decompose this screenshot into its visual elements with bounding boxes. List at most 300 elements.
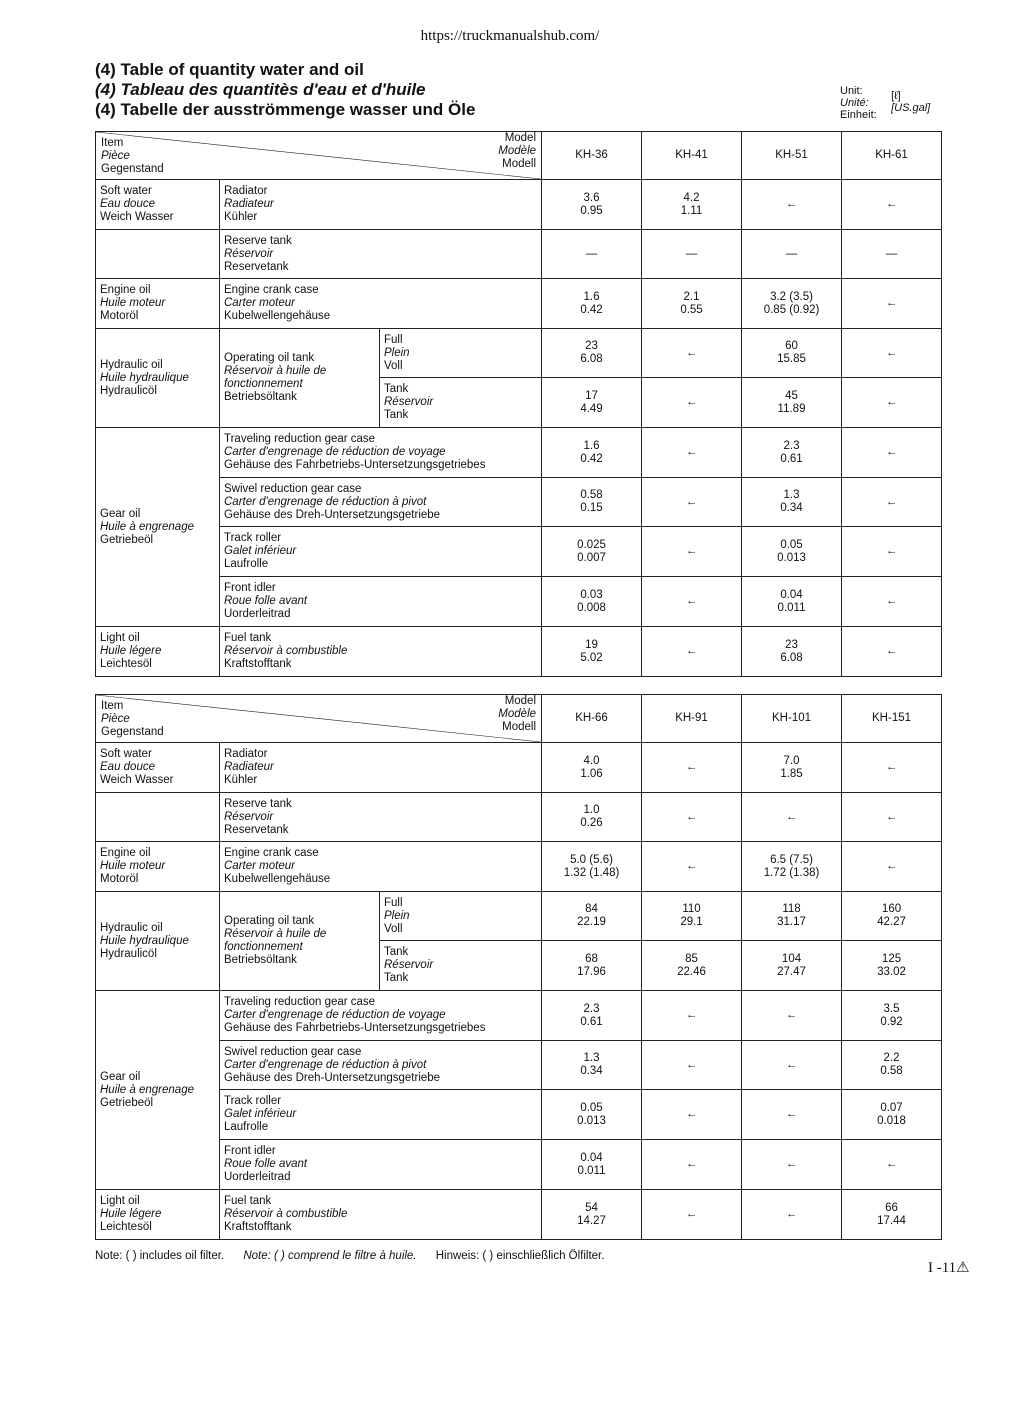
source-url: https://truckmanualshub.com/: [420, 28, 600, 44]
swivel-label-1: Carter d'engrenage de réduction à pivot: [224, 495, 427, 508]
value: 7.0: [783, 754, 800, 767]
value: 2.2: [883, 1052, 900, 1064]
idler-label-2: Uorderleitrad: [224, 1171, 291, 1183]
value-cell: [842, 527, 942, 577]
value-cell: [742, 627, 842, 677]
value: ←: [685, 545, 698, 557]
value-cell: [842, 892, 942, 941]
value-cell: [842, 743, 942, 793]
item-reserve-tank: [220, 230, 542, 279]
value: 17.96: [577, 965, 606, 978]
value: ←: [685, 761, 698, 773]
value: ←: [785, 1009, 798, 1021]
value: 15.85: [777, 353, 806, 365]
hyd-oil-label-2: Hydraulicöl: [100, 947, 157, 960]
value: ←: [885, 595, 898, 607]
model-header: KH-66: [542, 695, 642, 743]
value-cell: [742, 793, 842, 842]
op-tank-label-0: Operating oil tank: [224, 915, 315, 927]
gear-oil-label-0: Gear oil: [100, 1070, 141, 1083]
header-item: Item: [101, 700, 124, 712]
value: 22.19: [577, 916, 606, 928]
item-swivel-gear-case: [220, 1041, 542, 1090]
full-label-2: Voll: [384, 922, 403, 935]
value: 1.3: [783, 489, 800, 501]
page-title-block: [95, 60, 475, 120]
value: 0.34: [580, 1065, 603, 1077]
category-gear-oil: [96, 991, 220, 1190]
value-cell: [542, 577, 642, 627]
light-oil-label-2: Leichtesöl: [100, 1221, 152, 1233]
light-oil-label-2: Leichtesöl: [100, 658, 152, 670]
track-label-2: Laufrolle: [224, 558, 269, 570]
value: 0.011: [777, 601, 806, 614]
value: ←: [685, 595, 698, 607]
value-cell: [642, 793, 742, 842]
light-oil-label-1: Huile légere: [100, 645, 162, 657]
value: 0.025: [577, 538, 606, 551]
idler-label-0: Front idler: [224, 582, 276, 594]
value: 60: [785, 340, 798, 352]
full-label-1: Plein: [384, 909, 410, 922]
subitem-tank: [380, 941, 542, 991]
title-fr: (4) Tableau des quantitès d'eau et d'huile: [95, 80, 426, 99]
value: 66: [885, 1201, 898, 1214]
value: 0.04: [780, 588, 803, 601]
soft-water-label-2: Weich Wasser: [100, 211, 174, 223]
radiator-label-2: Kühler: [224, 774, 258, 786]
value-cell: [742, 180, 842, 230]
value: 104: [781, 952, 802, 965]
value: ←: [785, 1158, 798, 1170]
fuel-label-1: Réservoir à combustible: [224, 645, 348, 657]
value: 6.08: [780, 651, 803, 664]
value-cell: [742, 892, 842, 941]
value-cell: [642, 743, 742, 793]
value: 17.44: [877, 1214, 906, 1227]
value: 1.6: [583, 439, 600, 452]
item-traveling-gear-case: [220, 991, 542, 1041]
value: 42.27: [877, 916, 906, 928]
category-empty: [96, 230, 220, 279]
item-reserve-tank: [220, 793, 542, 842]
value: 5.0 (5.6): [570, 853, 613, 866]
full-label-2: Voll: [384, 359, 403, 372]
value: ←: [885, 346, 898, 359]
value: —: [685, 247, 698, 260]
swivel-label-1: Carter d'engrenage de réduction à pivot: [224, 1058, 427, 1071]
crank-label-2: Kubelwellengehäuse: [224, 310, 331, 322]
header-model: Model: [504, 132, 537, 144]
fuel-label-0: Fuel tank: [224, 632, 272, 644]
value: 1.85: [780, 767, 803, 780]
value: ←: [785, 1058, 798, 1071]
value-cell: [542, 428, 642, 478]
radiator-label-1: Radiateur: [224, 198, 274, 210]
value-cell: [842, 329, 942, 378]
value-cell: [642, 428, 742, 478]
value: 0.61: [580, 1015, 603, 1028]
category-hydraulic-oil: [96, 892, 220, 991]
value: 0.58: [580, 489, 603, 501]
value-cell: [642, 1041, 742, 1090]
hyd-oil-label-2: Hydraulicöl: [100, 384, 157, 397]
engine-oil-label-0: Engine oil: [100, 847, 151, 859]
radiator-label-0: Radiator: [224, 748, 268, 760]
model-header: KH-101: [742, 695, 842, 743]
category-engine-oil: [96, 842, 220, 892]
value-cell: [742, 941, 842, 991]
subitem-full: [380, 892, 542, 941]
title-en: (4) Table of quantity water and oil: [95, 60, 364, 79]
header-piece: Pièce: [101, 713, 130, 725]
swivel-label-2: Gehäuse des Dreh-Untersetzungsgetriebe: [224, 508, 441, 521]
value: 31.17: [777, 916, 806, 928]
value-cell: [842, 428, 942, 478]
value: 0.26: [580, 817, 603, 829]
header-modell: Modell: [502, 721, 537, 733]
model-header: KH-41: [642, 132, 742, 180]
value: 22.46: [677, 965, 706, 978]
reserve-label-1: Réservoir: [224, 810, 274, 823]
value: 11.89: [777, 402, 806, 415]
value-cell: [842, 842, 942, 892]
value-cell: [642, 941, 742, 991]
value-cell: [842, 627, 942, 677]
swivel-label-0: Swivel reduction gear case: [224, 1045, 362, 1058]
crank-label-0: Engine crank case: [224, 284, 319, 296]
value-cell: [842, 1041, 942, 1090]
track-label-0: Track roller: [224, 532, 282, 544]
value: ←: [685, 1108, 698, 1120]
value: 0.05: [780, 538, 803, 551]
hyd-oil-label-0: Hydraulic oil: [100, 921, 163, 934]
value: 3.6: [583, 191, 600, 204]
value: ←: [885, 297, 898, 309]
value-cell: [542, 378, 642, 428]
model-header: KH-91: [642, 695, 742, 743]
value: 23: [585, 340, 598, 352]
fuel-label-2: Kraftstofftank: [224, 658, 292, 670]
item-crank-case: [220, 279, 542, 329]
idler-label-1: Roue folle avant: [224, 595, 308, 607]
value-cell: [842, 378, 942, 428]
value: ←: [885, 810, 898, 823]
value-cell: [842, 478, 942, 527]
value-cell: [742, 527, 842, 577]
full-label-1: Plein: [384, 346, 410, 359]
item-front-idler: [220, 577, 542, 627]
value-cell: [542, 627, 642, 677]
swivel-label-2: Gehäuse des Dreh-Untersetzungsgetriebe: [224, 1071, 441, 1084]
value: ←: [685, 1058, 698, 1071]
header-piece: Pièce: [101, 150, 130, 162]
travel-label-2: Gehäuse des Fahrbetriebs-Untersetzungsgetriebes: [224, 459, 486, 471]
value-cell: [642, 329, 742, 378]
value: 0.011: [577, 1164, 606, 1177]
radiator-label-2: Kühler: [224, 211, 258, 223]
value: 125: [881, 952, 902, 965]
gear-oil-label-1: Huile à engrenage: [100, 520, 194, 533]
item-track-roller: [220, 527, 542, 577]
item-fuel-tank: [220, 627, 542, 677]
value-cell: [542, 329, 642, 378]
value: 23: [785, 638, 798, 651]
value: 68: [585, 952, 598, 965]
gear-oil-label-2: Getriebeöl: [100, 1096, 154, 1109]
value-cell: [642, 478, 742, 527]
value-cell: [542, 793, 642, 842]
value-cell: [642, 180, 742, 230]
category-soft-water: [96, 180, 220, 230]
unit-usgal: [US.gal]: [891, 102, 931, 114]
hyd-oil-label-1: Huile hydraulique: [100, 371, 189, 384]
op-tank-label-2: fonctionnement: [224, 378, 303, 390]
value-cell: [742, 1090, 842, 1140]
value-cell: [542, 279, 642, 329]
value: ←: [685, 495, 698, 508]
value: 0.018: [877, 1114, 906, 1127]
value: ←: [785, 810, 798, 823]
header-cell: [96, 695, 542, 743]
fuel-label-2: Kraftstofftank: [224, 1221, 292, 1233]
quantity-table-1: [95, 131, 942, 677]
swivel-label-0: Swivel reduction gear case: [224, 482, 362, 495]
note: [95, 1250, 855, 1262]
value: 4.2: [683, 191, 700, 204]
value: ←: [885, 495, 898, 508]
crank-label-1: Carter moteur: [224, 297, 295, 309]
value: 0.42: [580, 452, 603, 465]
value: 5.02: [580, 651, 603, 664]
value: 0.013: [777, 551, 806, 564]
engine-oil-label-0: Engine oil: [100, 284, 151, 296]
value-cell: [542, 527, 642, 577]
crank-label-0: Engine crank case: [224, 847, 319, 859]
item-front-idler: [220, 1140, 542, 1190]
hyd-oil-label-1: Huile hydraulique: [100, 934, 189, 947]
unit-block: [840, 85, 930, 121]
value-cell: [842, 1190, 942, 1240]
value: 1.32 (1.48): [563, 866, 620, 879]
track-label-2: Laufrolle: [224, 1121, 269, 1133]
tank-label-1: Réservoir: [384, 396, 434, 408]
header-gegenstand: Gegenstand: [101, 726, 164, 738]
item-radiator: [220, 743, 542, 793]
unit-label-de: Einheit:: [840, 109, 877, 121]
value: 0.55: [680, 303, 703, 316]
value: ←: [885, 545, 898, 557]
gear-oil-label-1: Huile à engrenage: [100, 1083, 194, 1096]
fuel-label-1: Réservoir à combustible: [224, 1208, 348, 1220]
tank-label-2: Tank: [384, 972, 409, 984]
page-number: I -11⚠: [928, 1260, 970, 1276]
category-light-oil: [96, 1190, 220, 1240]
value: ←: [685, 1158, 698, 1170]
value-cell: [742, 329, 842, 378]
value-cell: [842, 577, 942, 627]
value: ←: [685, 346, 698, 359]
value-cell: [642, 378, 742, 428]
value: —: [885, 247, 898, 260]
op-tank-label-1: Réservoir à huile de: [224, 928, 327, 940]
gear-oil-label-2: Getriebeöl: [100, 533, 154, 546]
radiator-label-1: Radiateur: [224, 761, 274, 773]
value-cell: [842, 1140, 942, 1190]
fuel-label-0: Fuel tank: [224, 1195, 272, 1207]
item-swivel-gear-case: [220, 478, 542, 527]
value: 1.11: [680, 204, 703, 217]
value: ←: [885, 198, 898, 210]
value: ←: [885, 860, 898, 872]
idler-label-2: Uorderleitrad: [224, 608, 291, 620]
value: ←: [685, 860, 698, 872]
op-tank-label-3: Betriebsöltank: [224, 391, 297, 403]
unit-label-en: Unit:: [840, 85, 863, 97]
value: 14.27: [577, 1214, 606, 1227]
value: 27.47: [777, 965, 806, 978]
value-cell: [542, 842, 642, 892]
light-oil-label-0: Light oil: [100, 632, 140, 644]
value-cell: [642, 577, 742, 627]
value: 0.92: [880, 1015, 903, 1028]
model-header: KH-61: [842, 132, 942, 180]
value-cell: [542, 478, 642, 527]
value-cell: [842, 793, 942, 842]
value: 4.49: [580, 402, 603, 415]
value-cell: [642, 991, 742, 1041]
crank-label-1: Carter moteur: [224, 860, 295, 872]
value: ←: [885, 645, 898, 657]
value-cell: [642, 892, 742, 941]
item-operating-oil-tank: [220, 892, 380, 991]
value: 0.07: [880, 1101, 903, 1114]
track-label-0: Track roller: [224, 1095, 282, 1107]
value: 0.58: [880, 1065, 903, 1077]
tank-label-1: Réservoir: [384, 959, 434, 971]
value: ←: [785, 1208, 798, 1220]
value: 84: [585, 903, 598, 915]
subitem-full: [380, 329, 542, 378]
category-empty: [96, 793, 220, 842]
light-oil-label-1: Huile légere: [100, 1208, 162, 1220]
value: 2.3: [583, 1002, 600, 1015]
value-cell: [542, 1140, 642, 1190]
value: 0.05: [580, 1101, 603, 1114]
value: 2.1: [683, 290, 700, 303]
value: 160: [881, 903, 902, 915]
value-cell: [542, 1190, 642, 1240]
value-cell: [642, 627, 742, 677]
value-cell: [842, 279, 942, 329]
soft-water-label-0: Soft water: [100, 748, 152, 760]
value-cell: [842, 991, 942, 1041]
note-en: Note: ( ) includes oil filter.: [95, 1250, 225, 1262]
value: ←: [685, 645, 698, 657]
value-cell: [742, 1041, 842, 1090]
value: 1.6: [583, 290, 600, 303]
travel-label-2: Gehäuse des Fahrbetriebs-Untersetzungsgetriebes: [224, 1022, 486, 1034]
soft-water-label-1: Eau douce: [100, 761, 155, 773]
item-track-roller: [220, 1090, 542, 1140]
track-label-1: Galet inférieur: [224, 545, 297, 557]
value: 1.3: [583, 1052, 600, 1064]
value: 6.08: [580, 353, 603, 365]
reserve-label-2: Reservetank: [224, 260, 289, 273]
value-cell: [542, 1041, 642, 1090]
engine-oil-label-1: Huile moteur: [100, 860, 166, 872]
light-oil-label-0: Light oil: [100, 1195, 140, 1207]
note-fr: Note: ( ) comprend le filtre à huile.: [243, 1250, 417, 1262]
value-cell: [742, 478, 842, 527]
value-cell: [542, 743, 642, 793]
item-radiator: [220, 180, 542, 230]
header-modele: Modèle: [498, 145, 537, 157]
value: 1.0: [583, 804, 600, 816]
unit-label-fr: Unité:: [840, 97, 869, 109]
category-light-oil: [96, 627, 220, 677]
header-cell: [96, 132, 542, 180]
reserve-label-2: Reservetank: [224, 823, 289, 836]
idler-label-1: Roue folle avant: [224, 1158, 308, 1170]
value: 110: [682, 903, 701, 915]
soft-water-label-0: Soft water: [100, 185, 152, 197]
value-cell: [742, 1140, 842, 1190]
reserve-label-0: Reserve tank: [224, 234, 292, 247]
value-cell: [742, 1190, 842, 1240]
tank-label-2: Tank: [384, 409, 409, 421]
value-cell: [642, 279, 742, 329]
value: ←: [685, 446, 698, 458]
category-gear-oil: [96, 428, 220, 627]
value-cell: [742, 428, 842, 478]
value: 33.02: [877, 965, 906, 978]
value: 3.2 (3.5): [770, 290, 813, 303]
value: 1.06: [580, 767, 603, 780]
value-cell: [742, 577, 842, 627]
model-header: KH-151: [842, 695, 942, 743]
reserve-label-1: Réservoir: [224, 247, 274, 260]
value-cell: [842, 180, 942, 230]
engine-oil-label-1: Huile moteur: [100, 297, 166, 309]
tank-label-0: Tank: [384, 946, 409, 958]
value: ←: [685, 810, 698, 823]
reserve-label-0: Reserve tank: [224, 797, 292, 810]
value: 0.15: [580, 502, 603, 514]
value: 0.013: [577, 1114, 606, 1127]
value: 1.72 (1.38): [763, 866, 820, 879]
value: ←: [685, 396, 698, 408]
header-modell: Modell: [502, 158, 537, 170]
item-crank-case: [220, 842, 542, 892]
value-cell: [842, 1090, 942, 1140]
value: 17: [585, 389, 598, 402]
model-header: KH-36: [542, 132, 642, 180]
category-hydraulic-oil: [96, 329, 220, 428]
value: —: [585, 247, 598, 260]
header-model: Model: [504, 695, 537, 707]
value: ←: [785, 198, 798, 210]
value-cell: [642, 1140, 742, 1190]
value: 19: [585, 638, 598, 651]
value: 0.03: [580, 588, 603, 601]
value-cell: [742, 842, 842, 892]
subitem-tank: [380, 378, 542, 428]
hyd-oil-label-0: Hydraulic oil: [100, 358, 163, 371]
value: 85: [685, 952, 698, 965]
travel-label-1: Carter d'engrenage de réduction de voyage: [224, 1009, 446, 1021]
tank-label-0: Tank: [384, 383, 409, 395]
